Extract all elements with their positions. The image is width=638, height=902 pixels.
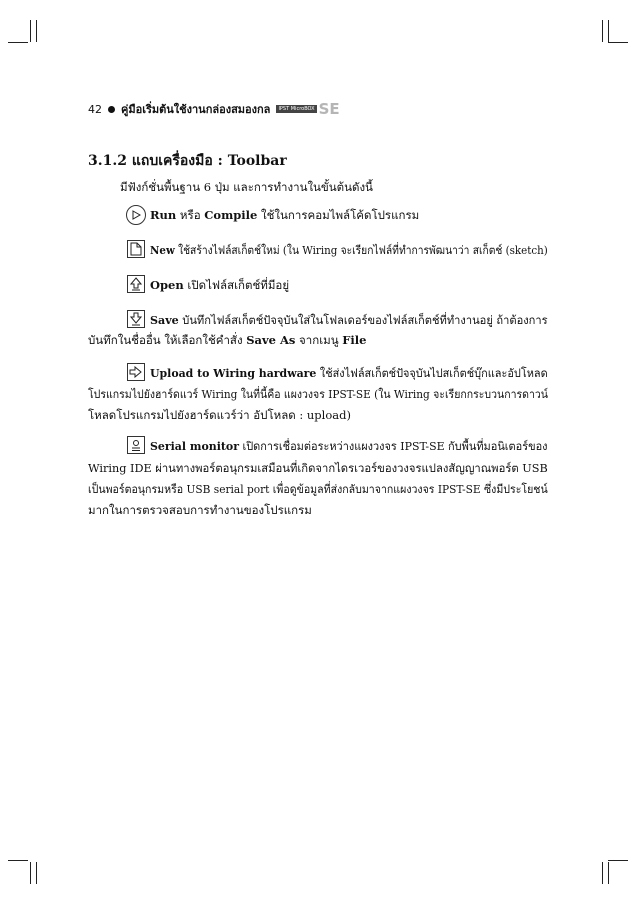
upload-arrow-right-icon (127, 363, 145, 381)
upload-line (150, 366, 548, 380)
serial-line-4: มากในการตรวจสอบการทำงานของโปรแกรม (88, 503, 312, 517)
upload-desc: ใช้ส่งไฟล์สเก็ตช์ปัจจุบันไปสเก็ตช์บุ๊กและอัปโหลด (316, 366, 548, 380)
save-desc: บันทึกไฟล์สเก็ตช์ปัจจุบันใส่ในโฟลเดอร์ของไฟล์สเก็ตช์ที่ทำงานอยู่ ถ้าต้องการ (178, 313, 548, 327)
serial-label: Serial monitor (150, 439, 239, 453)
save-line-2 (88, 333, 366, 347)
open-line (150, 278, 289, 292)
logo-se: SE (318, 100, 340, 118)
save-as-label: Save As (246, 333, 296, 347)
compile-label: Compile (204, 208, 258, 222)
crop-mark (8, 860, 28, 861)
play-icon (126, 205, 146, 225)
serial-monitor-icon (127, 436, 145, 454)
serial-line (150, 439, 548, 453)
ipst-se-logo (276, 100, 339, 118)
run-label: Run (150, 208, 177, 222)
new-label: New (150, 243, 175, 257)
open-label: Open (150, 278, 184, 292)
serial-line-3: เป็นพอร์ตอนุกรมหรือ USB serial port เพื่อดูข้อมูลที่ส่งกลับมาจากแผงวงจร IPST-SE ซึ่งมีประโยชน์ (88, 482, 548, 496)
open-arrow-up-icon (127, 275, 145, 293)
crop-mark (608, 860, 628, 861)
new-file-icon (127, 240, 145, 258)
crop-mark (608, 20, 609, 42)
new-line (150, 243, 548, 257)
page-number: 42 (88, 102, 102, 116)
crop-mark (30, 862, 31, 884)
save-label: Save (150, 313, 179, 327)
upload-line-3: โหลดโปรแกรมไปยังฮาร์ดแวร์ว่า อัปโหลด : upload) (88, 408, 351, 422)
logo-box: IPST MicroBOX (278, 106, 315, 112)
crop-mark (36, 862, 37, 884)
crop-mark (608, 42, 628, 43)
file-menu-label: File (342, 333, 367, 347)
section-intro: มีฟังก์ชั่นพื้นฐาน 6 ปุ่ม และการทำงานในขั้นต้นดังนี้ (120, 180, 373, 194)
crop-mark (36, 20, 37, 42)
new-desc: ใช้สร้างไฟล์สเก็ตช์ใหม่ (ใน Wiring จะเรียกไฟล์ที่ทำการพัฒนาว่า สเก็ตช์ (sketch) (174, 243, 548, 257)
header-title: คู่มือเริ่มต้นใช้งานกล่องสมองกล (121, 103, 271, 116)
upload-label: Upload to Wiring hardware (150, 366, 317, 380)
page-header (88, 100, 340, 118)
crop-mark (8, 42, 28, 43)
section-title: 3.1.2 แถบเครื่องมือ : Toolbar (88, 153, 287, 169)
bullet-icon (108, 106, 115, 113)
serial-line-2: Wiring IDE ผ่านทางพอร์ตอนุกรมเสมือนที่เกิดจากไดรเวอร์ของวงจรแปลงสัญญาณพอร์ต USB (88, 461, 548, 475)
save-line (150, 313, 548, 327)
upload-line-2: โปรแกรมไปยังฮาร์ดแวร์ Wiring ในที่นี้คือ แผงวงจร IPST-SE (ใน Wiring จะเรียกกระบวนการดาวน์ (88, 387, 548, 401)
save-line2-post: จากเมนู (295, 333, 343, 347)
save-arrow-down-icon (127, 310, 145, 328)
crop-mark (608, 862, 609, 884)
open-desc: เปิดไฟล์สเก็ตช์ที่มีอยู่ (183, 278, 290, 292)
crop-mark (602, 20, 603, 42)
serial-desc: เปิดการเชื่อมต่อระหว่างแผงวงจร IPST-SE กับพื้นที่มอนิเตอร์ของ (238, 439, 548, 453)
run-or: หรือ (176, 208, 205, 222)
save-line2-pre: บันทึกในชื่ออื่น ให้เลือกใช้คำสั่ง (88, 333, 247, 347)
run-line (150, 208, 419, 222)
crop-mark (30, 20, 31, 42)
crop-mark (602, 862, 603, 884)
run-desc: ใช้ในการคอมไพล์โค้ดโปรแกรม (257, 208, 420, 222)
